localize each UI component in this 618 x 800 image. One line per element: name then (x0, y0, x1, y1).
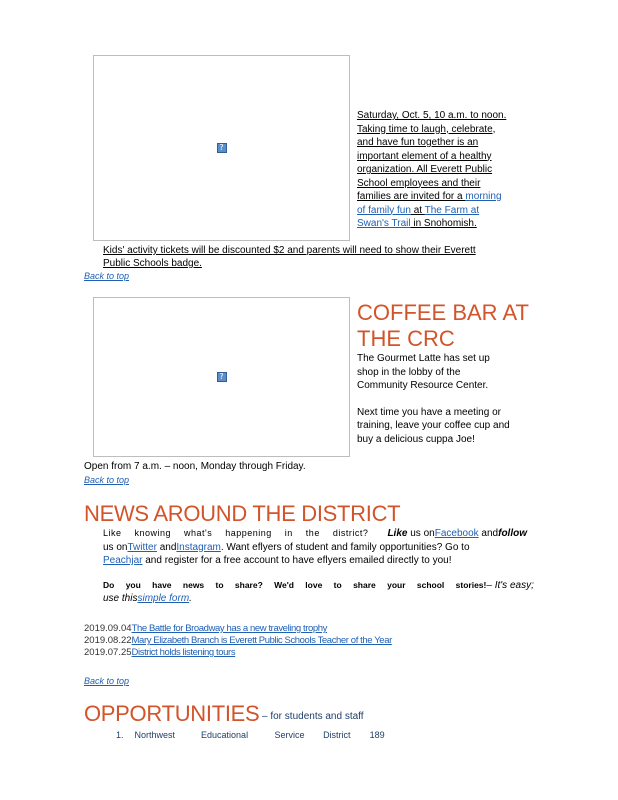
news-text: us on (103, 541, 128, 553)
news-share-line (103, 592, 527, 606)
news-intro-line (103, 527, 527, 541)
event-line (357, 190, 537, 204)
event-text: families are invited for a (357, 191, 466, 202)
facebook-link[interactable]: Facebook (434, 528, 479, 539)
farm-link-cont[interactable]: Swan's Trail (357, 218, 411, 229)
twitter-link[interactable]: Twitter (127, 541, 157, 553)
news-text: use this (103, 593, 138, 604)
news-text: Do you have news to share? We'd love to share your school stories! (103, 579, 487, 590)
opportunities-subtitle: – for students and staff (262, 711, 364, 722)
news-list-item (84, 647, 235, 659)
event-image (93, 55, 350, 241)
coffee-description (357, 352, 537, 446)
list-word: Educational (201, 730, 249, 740)
news-list-item (84, 623, 327, 635)
news-intro-line (103, 541, 527, 555)
opportunities-list-item (116, 730, 385, 740)
news-text: follow (498, 528, 527, 539)
coffee-line: The Gourmet Latte has set up (357, 353, 490, 364)
farm-link[interactable]: The Farm at (424, 204, 480, 216)
peachjar-link[interactable]: Peachjar (103, 555, 143, 566)
news-text: Like knowing what's happening in the district? (103, 528, 369, 538)
back-to-top-link[interactable]: Back to top (84, 271, 130, 281)
news-date: 2019.07.25 (84, 647, 132, 658)
news-text: . Want eflyers of student and family opportunities? Go to (220, 541, 470, 553)
news-list-item (84, 635, 392, 647)
list-word: 189 (369, 730, 385, 740)
news-text: – It's easy; (486, 579, 534, 591)
back-to-top-link[interactable]: Back to top (84, 475, 130, 485)
event-line (357, 217, 537, 231)
event-line (357, 204, 537, 218)
opportunities-heading: OPPORTUNITIES (84, 701, 260, 726)
coffee-line: shop in the lobby of the (357, 366, 461, 378)
event-line: important element of a healthy (357, 150, 492, 162)
event-line: Saturday, Oct. 5, 10 a.m. to noon. (357, 110, 507, 121)
coffee-line: training, leave your coffee cup and (357, 420, 510, 431)
tickets-line-1: Kids' activity tickets will be discounted $2 and parents will need to show their Everett (103, 245, 476, 256)
news-heading: NEWS AROUND THE DISTRICT (84, 501, 401, 526)
list-word: District (323, 730, 351, 740)
news-text: . (189, 593, 192, 604)
news-date: 2019.08.22 (84, 635, 132, 646)
news-title-link[interactable]: District holds listening tours (131, 647, 236, 658)
back-to-top-link[interactable]: Back to top (84, 676, 130, 686)
simple-form-link[interactable]: simple form (137, 593, 190, 604)
news-share-line (103, 579, 534, 593)
list-word: Northwest (134, 730, 176, 740)
event-line: organization. All Everett Public (357, 164, 493, 175)
news-text: and register for a free account to have eflyers emailed directly to you! (142, 555, 452, 566)
broken-image-icon: ? (217, 372, 227, 382)
event-description (357, 109, 537, 231)
family-fun-link[interactable]: morning (465, 191, 502, 202)
news-intro-line (103, 554, 527, 568)
coffee-image (93, 297, 350, 457)
event-line: Taking time to laugh, celebrate, (357, 123, 496, 135)
news-text: Like (387, 528, 408, 539)
coffee-heading-line: THE CRC (357, 326, 455, 351)
family-fun-link-cont[interactable]: of family fun (357, 204, 411, 216)
news-text: and (478, 528, 499, 539)
news-title-link[interactable]: The Battle for Broadway has a new traveling trophy (131, 623, 327, 634)
news-text-group (387, 527, 527, 541)
list-word: Service (274, 730, 305, 740)
event-line: School employees and their (357, 177, 481, 189)
coffee-line: Next time you have a meeting or (357, 406, 501, 418)
news-title-link[interactable]: Mary Elizabeth Branch is Everett Public Schools Teacher of the Year (131, 635, 392, 646)
news-date: 2019.09.04 (84, 623, 132, 634)
broken-image-icon: ? (217, 143, 227, 153)
news-intro (103, 527, 534, 606)
instagram-link[interactable]: Instagram (176, 541, 221, 553)
tickets-line-2: Public Schools badge. (103, 258, 202, 269)
event-text: in Snohomish. (410, 218, 477, 229)
news-text: us on (407, 528, 435, 539)
event-text: at (410, 204, 425, 216)
coffee-line: buy a delicious cuppa Joe! (357, 433, 475, 445)
coffee-hours: Open from 7 a.m. – noon, Monday through Friday. (84, 461, 306, 472)
coffee-heading (357, 300, 529, 352)
event-line: and have fun together is an (357, 137, 479, 148)
news-text: and (156, 541, 177, 553)
coffee-line: Community Resource Center. (357, 380, 489, 391)
coffee-heading-line: COFFEE BAR AT (357, 300, 529, 325)
list-number: 1. (116, 730, 124, 740)
